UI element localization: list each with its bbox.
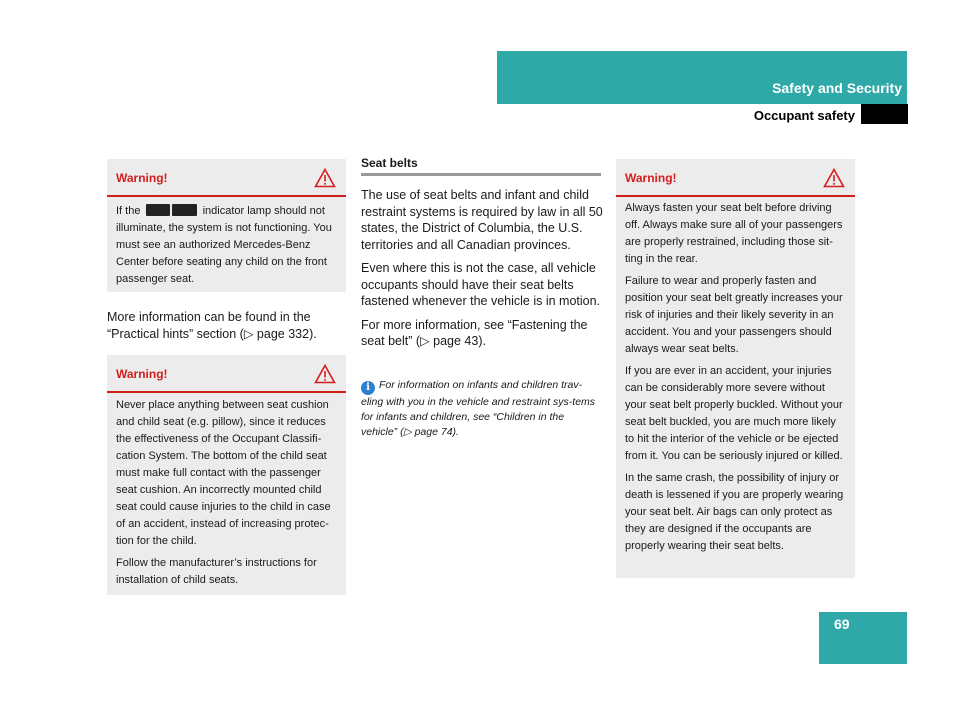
warning-paragraph: Never place anything between seat cushion and child seat (e.g. pillow), since it reduces the effectiveness of the Occupant Classifi-cation System. The bottom of the child seat must make full contact with the passenger seat cushion. An incorrectly mounted child seat could cause injuries to the child in case of an accident, instead of increasing protec-tion for the child. bbox=[116, 399, 331, 547]
heading-rule bbox=[361, 173, 601, 176]
warning-triangle-icon bbox=[314, 168, 336, 188]
warning-header bbox=[107, 355, 346, 393]
warning-text-after: indicator lamp should not illuminate, the system is not functioning. You must see an authorized Mercedes-Benz Center before seating any child on the front passenger seat. bbox=[116, 205, 332, 285]
passenger-airbag-off-label-icon bbox=[172, 204, 197, 216]
warning-box-indicator bbox=[107, 159, 346, 292]
warning-title: Warning! bbox=[116, 367, 168, 381]
warning-paragraph: Always fasten your seat belt before driving off. Always make sure all of your passengers are properly restrained, including those sit-ting in the rear. bbox=[625, 202, 843, 265]
info-note bbox=[361, 378, 601, 440]
seat-belts-heading: Seat belts bbox=[361, 156, 418, 170]
info-note-text: For information on infants and children trav-eling with you in the vehicle and restraint sys-tems for infants and children, see “Children in the vehicle” (▷ page 74). bbox=[361, 379, 596, 438]
warning-body bbox=[107, 393, 346, 597]
header-marker-block bbox=[861, 104, 908, 124]
warning-triangle-icon bbox=[314, 364, 336, 384]
page-number: 69 bbox=[834, 616, 850, 632]
body-paragraph: Even where this is not the case, all vehicle occupants should have their seat belts fastened whenever the vehicle is in motion. bbox=[361, 261, 601, 308]
warning-paragraph: Failure to wear and properly fasten and position your seat belt greatly increases your risk of injuries and their likely severity in an accident. You and your passengers should always wear seat belts. bbox=[625, 275, 843, 355]
warning-paragraph: Follow the manufacturer’s instructions for installation of child seats. bbox=[116, 557, 317, 586]
page-number-tab bbox=[819, 612, 907, 664]
warning-header bbox=[616, 159, 855, 197]
section-title: Safety and Security bbox=[772, 80, 902, 96]
warning-body bbox=[107, 197, 346, 296]
subsection-title: Occupant safety bbox=[753, 108, 855, 123]
warning-box-child-seat bbox=[107, 355, 346, 595]
more-info-text: More information can be found in the “Practical hints” section (▷ page 332). bbox=[107, 310, 317, 341]
info-icon: i bbox=[361, 381, 375, 395]
more-info-paragraph bbox=[107, 309, 347, 349]
body-paragraph: The use of seat belts and infant and child restraint systems is required by law in all 50 states, the District of Columbia, the U.S. territories and all Canadian provinces. bbox=[361, 188, 603, 252]
warning-body bbox=[616, 197, 855, 563]
warning-triangle-icon bbox=[823, 168, 845, 188]
seat-belts-body bbox=[361, 187, 603, 357]
warning-paragraph: In the same crash, the possibility of injury or death is lessened if you are properly wearing your seat belt. Air bags can only protect as they are designed if the occupants are properly wearing their seat belts. bbox=[625, 472, 844, 552]
airbag-off-indicator-icon bbox=[146, 204, 170, 216]
header-bar bbox=[497, 51, 907, 104]
warning-header bbox=[107, 159, 346, 197]
warning-box-seat-belt bbox=[616, 159, 855, 578]
warning-title: Warning! bbox=[116, 171, 168, 185]
warning-text-before: If the bbox=[116, 205, 141, 217]
body-paragraph: For more information, see “Fastening the seat belt” (▷ page 43). bbox=[361, 317, 588, 348]
warning-paragraph: If you are ever in an accident, your injuries can be considerably more severe without your seat belt properly buckled. Without your seat belt buckled, you are much more likely to hit the interior of the vehicle or be ejected from it. You can be seriously injured or killed. bbox=[625, 365, 843, 462]
warning-title: Warning! bbox=[625, 171, 677, 185]
